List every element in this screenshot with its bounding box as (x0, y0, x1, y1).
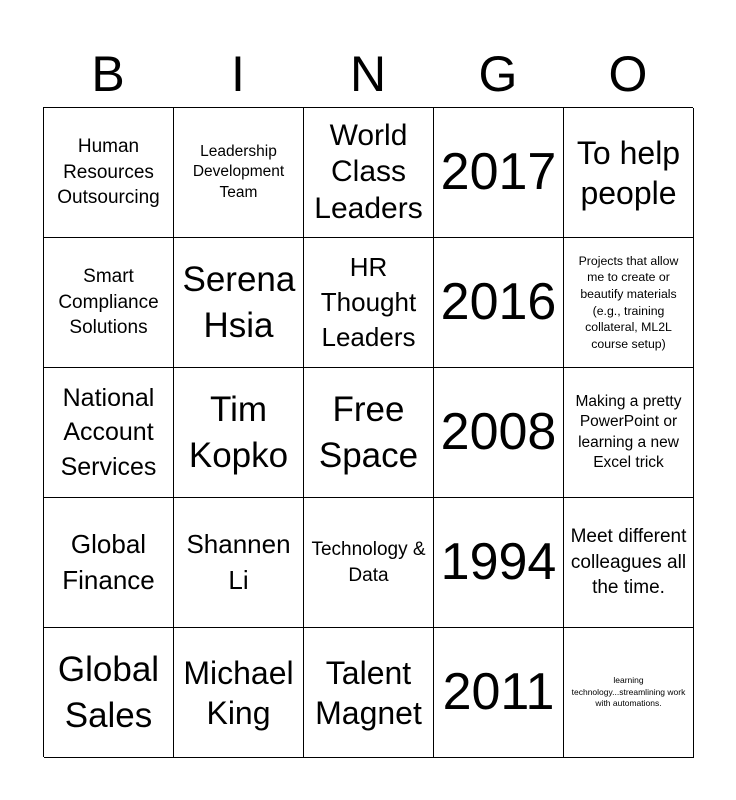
header-letter-o: O (608, 46, 648, 102)
bingo-cell[interactable] (174, 108, 304, 238)
bingo-cell[interactable] (44, 628, 174, 758)
cell-text: learning technology...streamlining work with automations. (571, 674, 686, 709)
cell-text: Technology & Data (311, 538, 426, 586)
bingo-cell[interactable] (174, 628, 304, 758)
bingo-cell[interactable] (434, 108, 564, 238)
bingo-cell[interactable] (564, 238, 694, 368)
bingo-cell[interactable] (564, 368, 694, 498)
cell-text: Talent Magnet (315, 654, 422, 731)
bingo-header (43, 40, 693, 108)
header-letter-n: N (349, 46, 387, 102)
cell-text: 1994 (440, 532, 557, 591)
cell-text: 2008 (440, 402, 557, 461)
cell-text: Global Sales (57, 650, 160, 735)
bingo-cell[interactable] (434, 498, 564, 628)
header-letter-g: G (478, 46, 518, 102)
bingo-cell[interactable] (434, 368, 564, 498)
cell-text: Global Finance (62, 529, 155, 595)
bingo-cell[interactable] (434, 238, 564, 368)
cell-text: Shannen Li (186, 529, 291, 595)
cell-text: Serena Hsia (182, 260, 296, 345)
cell-text: National Account Services (60, 383, 157, 481)
cell-text: Smart Compliance Solutions (58, 266, 159, 339)
cell-text: Making a pretty PowerPoint or learning a new Excel trick (575, 392, 682, 471)
cell-text: Human Resources Outsourcing (57, 136, 160, 209)
bingo-cell[interactable] (564, 628, 694, 758)
bingo-cell[interactable] (44, 368, 174, 498)
bingo-cell[interactable] (304, 238, 434, 368)
bingo-cell[interactable] (434, 628, 564, 758)
cell-text: To help people (576, 134, 681, 211)
bingo-cell[interactable] (304, 628, 434, 758)
cell-text: 2016 (440, 272, 557, 331)
bingo-cell[interactable] (174, 368, 304, 498)
cell-text: Meet different colleagues all the time. (570, 526, 687, 599)
cell-text: Michael King (183, 654, 294, 731)
bingo-cell[interactable] (304, 498, 434, 628)
cell-text: Free Space (318, 390, 419, 475)
bingo-cell[interactable] (564, 108, 694, 238)
bingo-cell[interactable] (44, 108, 174, 238)
bingo-board (43, 107, 693, 757)
bingo-cell[interactable] (304, 108, 434, 238)
bingo-cell[interactable] (44, 238, 174, 368)
cell-text: 2017 (440, 142, 557, 201)
cell-text: HR Thought Leaders (320, 251, 417, 353)
bingo-cell[interactable] (174, 498, 304, 628)
cell-text: Leadership Development Team (192, 142, 285, 201)
bingo-cell[interactable] (564, 498, 694, 628)
bingo-cell[interactable] (304, 368, 434, 498)
bingo-cell[interactable] (174, 238, 304, 368)
cell-text: Projects that allow me to create or beautify materials (e.g., training collateral, ML2L course setup) (578, 253, 679, 351)
header-letter-i: I (231, 46, 245, 102)
cell-text: 2011 (442, 662, 555, 721)
cell-text: World Class Leaders (314, 118, 423, 225)
header-letter-b: B (91, 46, 125, 102)
bingo-cell[interactable] (44, 498, 174, 628)
cell-text: Tim Kopko (188, 390, 289, 475)
